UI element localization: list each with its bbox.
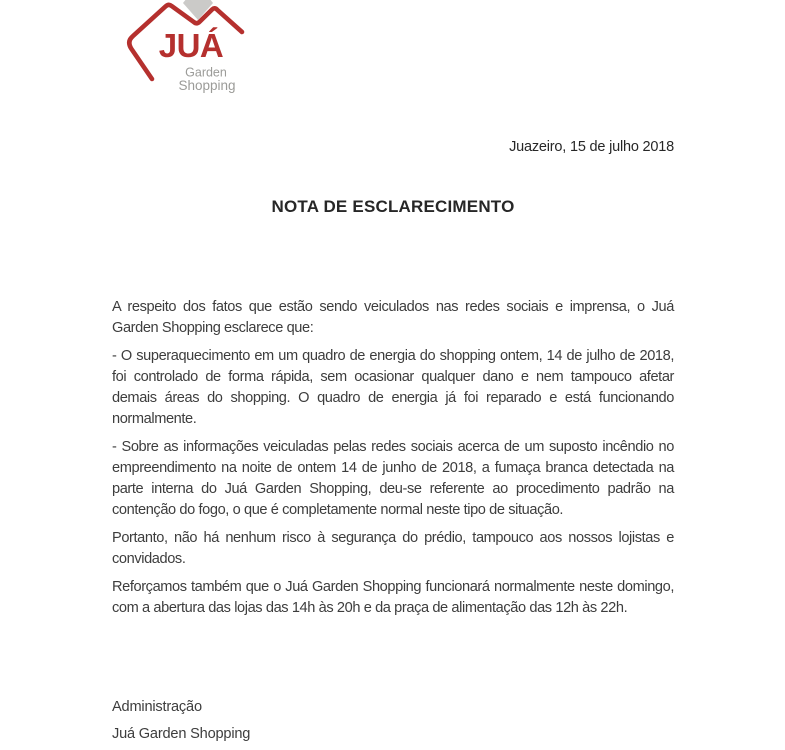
brand-subtitle-line2: Shopping (178, 78, 236, 93)
brand-subtitle-line1: Garden (185, 65, 227, 80)
signature-company: Juá Garden Shopping (112, 726, 251, 742)
letter-body (112, 297, 674, 626)
letter-paragraph-intro: A respeito dos fatos que estão sendo veiculados nas redes sociais e imprensa, o Juá Garden Shopping esclarece que: (112, 299, 674, 336)
signature-role: Administração (112, 699, 202, 715)
brand-name: JUÁ (158, 27, 224, 64)
signature-block (112, 697, 250, 745)
letter-paragraph-safety: Portanto, não há nenhum risco à segurança do prédio, tampouco aos nossos lojistas e convidados. (112, 530, 674, 567)
jua-logo-icon (118, 0, 258, 100)
letter-paragraph-hours: Reforçamos também que o Juá Garden Shopping funcionará normalmente neste domingo, com a abertura das lojas das 14h às 20h e da praça de alimentação das 12h às 22h. (112, 579, 674, 616)
letter-paragraph-energy: - O superaquecimento em um quadro de energia do shopping ontem, 14 de julho de 2018, foi controlado de forma rápida, sem ocasionar qualquer dano e nem tampouco afetar demais áreas do shopping. O quadro de energia já foi reparado e está funcionando normalmente. (112, 348, 674, 427)
brand-logo (118, 0, 258, 100)
date-line: Juazeiro, 15 de julho 2018 (509, 139, 674, 155)
letter-paragraph-smoke: - Sobre as informações veiculadas pelas redes sociais acerca de um suposto incêndio no empreendimento na noite de ontem 14 de junho de 2018, a fumaça branca detectada na parte interna do Juá Garden Shopping, deu-se referente ao procedimento padrão na contenção do fogo, o que é completamente normal neste tipo de situação. (112, 439, 674, 518)
letter-title: NOTA DE ESCLARECIMENTO (271, 197, 515, 216)
